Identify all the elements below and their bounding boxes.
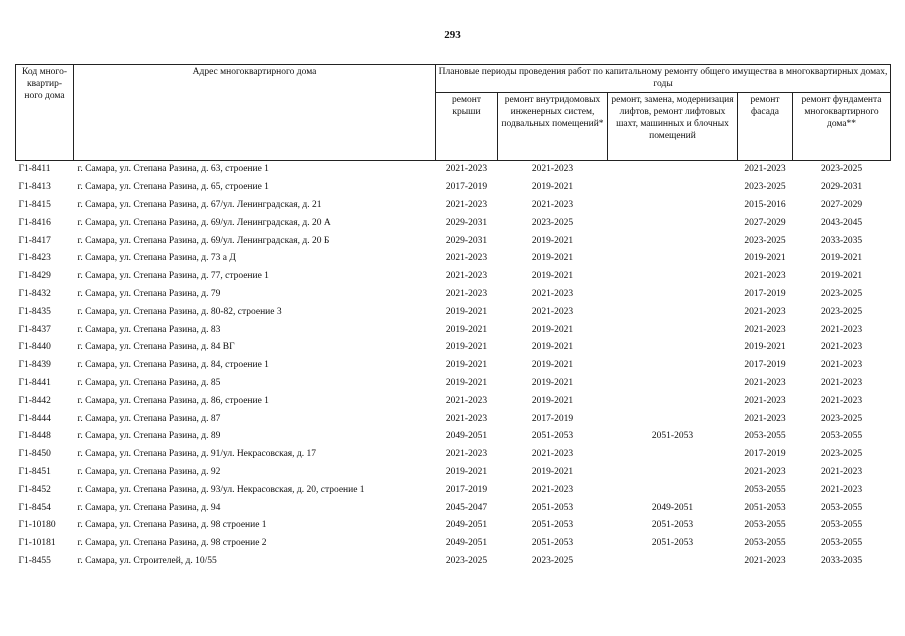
foundation-cell: 2023-2025: [820, 306, 863, 317]
facade-cell: 2017-2019: [744, 288, 786, 299]
elevators-cell: [608, 321, 738, 339]
roof-cell: 2017-2019: [445, 182, 488, 193]
roof-cell: 2029-2031: [445, 235, 488, 246]
code-cell: Г1-8435: [18, 306, 51, 317]
foundation-cell: 2033-2035: [820, 235, 863, 246]
code-cell: Г1-10180: [18, 520, 56, 531]
foundation-cell: 2053-2055: [820, 502, 863, 513]
elevators-cell: [608, 553, 738, 571]
elevators-cell: [608, 375, 738, 393]
address-cell: г. Самара, ул. Степана Разина, д. 94: [77, 502, 221, 513]
roof-cell: 2019-2021: [445, 342, 488, 353]
code-cell: Г1-8455: [18, 555, 51, 566]
address-cell: г. Самара, ул. Степана Разина, д. 98 строение 1: [77, 520, 267, 531]
roof-cell: 2021-2023: [445, 253, 488, 264]
code-cell: Г1-8440: [18, 342, 51, 353]
elevators-cell: [608, 303, 738, 321]
foundation-cell: 2053-2055: [820, 520, 863, 531]
engineering-cell: 2019-2021: [531, 360, 574, 371]
foundation-cell: 2023-2025: [820, 449, 863, 460]
facade-cell: 2023-2025: [744, 235, 786, 246]
elevators-cell: [608, 214, 738, 232]
code-cell: Г1-8441: [18, 377, 51, 388]
table-row: [16, 303, 891, 321]
roof-cell: 2021-2023: [445, 413, 488, 424]
table-row: [16, 197, 891, 215]
facade-cell: 2021-2023: [744, 324, 786, 335]
roof-cell: 2021-2023: [445, 288, 488, 299]
table-row: [16, 375, 891, 393]
engineering-cell: 2019-2021: [531, 271, 574, 282]
code-cell: Г1-8442: [18, 395, 51, 406]
code-cell: Г1-8415: [18, 199, 51, 210]
elevators-cell: 2051-2053: [651, 538, 694, 549]
engineering-cell: 2019-2021: [531, 342, 574, 353]
foundation-cell: 2021-2023: [820, 377, 863, 388]
code-cell: Г1-8429: [18, 271, 51, 282]
address-cell: г. Самара, ул. Степана Разина, д. 65, строение 1: [77, 182, 269, 193]
foundation-cell: 2021-2023: [820, 395, 863, 406]
roof-cell: 2019-2021: [445, 466, 488, 477]
table-row: [16, 179, 891, 197]
roof-cell: 2019-2021: [445, 306, 488, 317]
table-row: [16, 214, 891, 232]
page-number: 293: [444, 29, 461, 41]
facade-cell: 2023-2025: [744, 182, 786, 193]
engineering-cell: 2021-2023: [498, 161, 608, 179]
foundation-cell: 2029-2031: [820, 182, 863, 193]
table-row: [16, 464, 891, 482]
code-cell: Г1-8437: [18, 324, 51, 335]
elevators-cell: [608, 481, 738, 499]
code-cell: Г1-8450: [18, 449, 51, 460]
engineering-cell: 2023-2025: [531, 217, 574, 228]
header-elevators: ремонт, замена, модернизация лифтов, ремонт лифтовых шахт, машинных и блочных помещений: [608, 93, 738, 161]
address-cell: г. Самара, ул. Степана Разина, д. 83: [77, 324, 221, 335]
facade-cell: 2021-2023: [744, 555, 786, 566]
table-row: [16, 428, 891, 446]
elevators-cell: 2049-2051: [651, 502, 694, 513]
roof-cell: 2045-2047: [445, 502, 488, 513]
foundation-cell: 2033-2035: [820, 555, 863, 566]
elevators-cell: [608, 232, 738, 250]
engineering-cell: 2019-2021: [531, 466, 574, 477]
address-cell: г. Самара, ул. Степана Разина, д. 67/ул. Ленинградская, д. 21: [77, 199, 322, 210]
table-row: [16, 286, 891, 304]
facade-cell: 2021-2023: [744, 306, 786, 317]
facade-cell: 2053-2055: [744, 484, 786, 495]
elevators-cell: [608, 357, 738, 375]
foundation-cell: 2021-2023: [820, 324, 863, 335]
engineering-cell: 2019-2021: [531, 395, 574, 406]
address-cell: г. Самара, ул. Степана Разина, д. 84 ВГ: [77, 342, 235, 353]
header-address: Адрес многоквартирного дома: [74, 65, 436, 161]
roof-cell: 2019-2021: [445, 324, 488, 335]
roof-cell: 2019-2021: [445, 377, 488, 388]
engineering-cell: 2021-2023: [531, 288, 574, 299]
table-row: [16, 357, 891, 375]
roof-cell: 2023-2025: [445, 555, 488, 566]
code-cell: Г1-8413: [18, 182, 51, 193]
facade-cell: 2021-2023: [744, 271, 786, 282]
address-cell: г. Самара, ул. Степана Разина, д. 80-82, строение 3: [77, 306, 282, 317]
table-row: [16, 499, 891, 517]
code-cell: Г1-8411: [16, 161, 74, 179]
roof-cell: 2049-2051: [445, 538, 488, 549]
facade-cell: 2053-2055: [744, 520, 786, 531]
table-row: [16, 517, 891, 535]
roof-cell: 2021-2023: [445, 271, 488, 282]
engineering-cell: 2017-2019: [531, 413, 574, 424]
address-cell: г. Самара, ул. Степана Разина, д. 86, строение 1: [77, 395, 269, 406]
table-row: [16, 321, 891, 339]
roof-cell: 2049-2051: [445, 431, 488, 442]
address-cell: г. Самара, ул. Степана Разина, д. 92: [77, 466, 221, 477]
address-cell: г. Самара, ул. Степана Разина, д. 89: [77, 431, 221, 442]
foundation-cell: 2019-2021: [820, 253, 863, 264]
facade-cell: 2019-2021: [744, 342, 786, 353]
engineering-cell: 2021-2023: [531, 199, 574, 210]
address-cell: г. Самара, ул. Степана Разина, д. 93/ул. Некрасовская, д. 20, строение 1: [77, 484, 365, 495]
header-engineering: ремонт внутридомовых инженерных систем, подвальных помещений*: [498, 93, 608, 161]
engineering-cell: 2051-2053: [531, 520, 574, 531]
address-cell: г. Самара, ул. Строителей, д. 10/55: [77, 555, 217, 566]
table-row: [16, 553, 891, 571]
code-cell: Г1-8416: [18, 217, 51, 228]
roof-cell: 2029-2031: [445, 217, 488, 228]
engineering-cell: 2019-2021: [531, 377, 574, 388]
foundation-cell: 2023-2025: [820, 413, 863, 424]
address-cell: г. Самара, ул. Степана Разина, д. 73 а Д: [77, 253, 236, 264]
code-cell: Г1-8432: [18, 288, 51, 299]
elevators-cell: [608, 286, 738, 304]
header-planned-periods: Плановые периоды проведения работ по капитальному ремонту общего имущества в многоквартирных домах, годы: [436, 65, 891, 93]
foundation-cell: 2027-2029: [820, 199, 863, 210]
facade-cell: 2053-2055: [744, 538, 786, 549]
facade-cell: 2051-2053: [744, 502, 786, 513]
roof-cell: 2021-2023: [445, 395, 488, 406]
elevators-cell: [608, 268, 738, 286]
address-cell: г. Самара, ул. Степана Разина, д. 98 строение 2: [77, 538, 267, 549]
elevators-cell: [608, 179, 738, 197]
capital-repair-table: [15, 64, 891, 570]
table-row: [16, 339, 891, 357]
table-row: [16, 481, 891, 499]
roof-cell: 2021-2023: [445, 449, 488, 460]
facade-cell: 2015-2016: [744, 199, 786, 210]
roof-cell: 2021-2023: [445, 199, 488, 210]
code-cell: Г1-8417: [18, 235, 51, 246]
facade-cell: 2053-2055: [744, 431, 786, 442]
table-row: [16, 232, 891, 250]
foundation-cell: 2019-2021: [820, 271, 863, 282]
elevators-cell: [608, 197, 738, 215]
roof-cell: 2021-2023: [436, 161, 498, 179]
code-cell: Г1-8452: [18, 484, 51, 495]
address-cell: г. Самара, ул. Степана Разина, д. 69/ул. Ленинградская, д. 20 А: [77, 217, 331, 228]
address-cell: г. Самара, ул. Степана Разина, д. 91/ул. Некрасовская, д. 17: [77, 449, 316, 460]
facade-cell: 2017-2019: [744, 360, 786, 371]
foundation-cell: 2043-2045: [820, 217, 863, 228]
elevators-cell: 2051-2053: [651, 520, 694, 531]
address-cell: г. Самара, ул. Степана Разина, д. 85: [77, 377, 221, 388]
header-foundation: ремонт фундамента многоквартирного дома**: [793, 93, 891, 161]
engineering-cell: 2023-2025: [531, 555, 574, 566]
elevators-cell: [608, 339, 738, 357]
code-cell: Г1-10181: [18, 538, 56, 549]
facade-cell: 2021-2023: [738, 161, 793, 179]
engineering-cell: 2019-2021: [531, 324, 574, 335]
foundation-cell: 2021-2023: [820, 342, 863, 353]
engineering-cell: 2019-2021: [531, 182, 574, 193]
engineering-cell: 2051-2053: [531, 502, 574, 513]
code-cell: Г1-8448: [18, 431, 51, 442]
foundation-cell: 2053-2055: [820, 538, 863, 549]
roof-cell: 2049-2051: [445, 520, 488, 531]
elevators-cell: [608, 410, 738, 428]
table-row: [16, 535, 891, 553]
table-row: [16, 268, 891, 286]
engineering-cell: 2021-2023: [531, 484, 574, 495]
code-cell: Г1-8423: [18, 253, 51, 264]
address-cell: г. Самара, ул. Степана Разина, д. 69/ул. Ленинградская, д. 20 Б: [77, 235, 330, 246]
roof-cell: 2019-2021: [445, 360, 488, 371]
code-cell: Г1-8439: [18, 360, 51, 371]
facade-cell: 2027-2029: [744, 217, 786, 228]
engineering-cell: 2019-2021: [531, 235, 574, 246]
facade-cell: 2019-2021: [744, 253, 786, 264]
roof-cell: 2017-2019: [445, 484, 488, 495]
code-cell: Г1-8454: [18, 502, 51, 513]
foundation-cell: 2023-2025: [793, 161, 891, 179]
table-row: [16, 161, 891, 179]
table-row: [16, 410, 891, 428]
header-roof: ремонт крыши: [436, 93, 498, 161]
address-cell: г. Самара, ул. Степана Разина, д. 63, строение 1: [74, 161, 436, 179]
address-cell: г. Самара, ул. Степана Разина, д. 87: [77, 413, 221, 424]
engineering-cell: 2019-2021: [531, 253, 574, 264]
header-facade: ремонт фасада: [738, 93, 793, 161]
engineering-cell: 2051-2053: [531, 538, 574, 549]
foundation-cell: 2021-2023: [820, 484, 863, 495]
header-code: Код много-квартир-ного дома: [16, 65, 74, 161]
facade-cell: 2021-2023: [744, 395, 786, 406]
engineering-cell: 2051-2053: [531, 431, 574, 442]
foundation-cell: 2021-2023: [820, 360, 863, 371]
elevators-cell: [608, 392, 738, 410]
engineering-cell: 2021-2023: [531, 449, 574, 460]
code-cell: Г1-8444: [18, 413, 51, 424]
facade-cell: 2021-2023: [744, 466, 786, 477]
elevators-cell: [608, 446, 738, 464]
table-row: [16, 392, 891, 410]
engineering-cell: 2021-2023: [531, 306, 574, 317]
table-body: [16, 161, 891, 571]
code-cell: Г1-8451: [18, 466, 51, 477]
facade-cell: 2021-2023: [744, 413, 786, 424]
elevators-cell: [608, 464, 738, 482]
foundation-cell: 2053-2055: [820, 431, 863, 442]
address-cell: г. Самара, ул. Степана Разина, д. 77, строение 1: [77, 271, 269, 282]
facade-cell: 2017-2019: [744, 449, 786, 460]
foundation-cell: 2023-2025: [820, 288, 863, 299]
table-row: [16, 446, 891, 464]
facade-cell: 2021-2023: [744, 377, 786, 388]
address-cell: г. Самара, ул. Степана Разина, д. 79: [77, 288, 221, 299]
elevators-cell: [608, 250, 738, 268]
foundation-cell: 2021-2023: [820, 466, 863, 477]
elevators-cell: 2051-2053: [651, 431, 694, 442]
address-cell: г. Самара, ул. Степана Разина, д. 84, строение 1: [77, 360, 269, 371]
table-row: [16, 250, 891, 268]
elevators-cell: [608, 161, 738, 179]
